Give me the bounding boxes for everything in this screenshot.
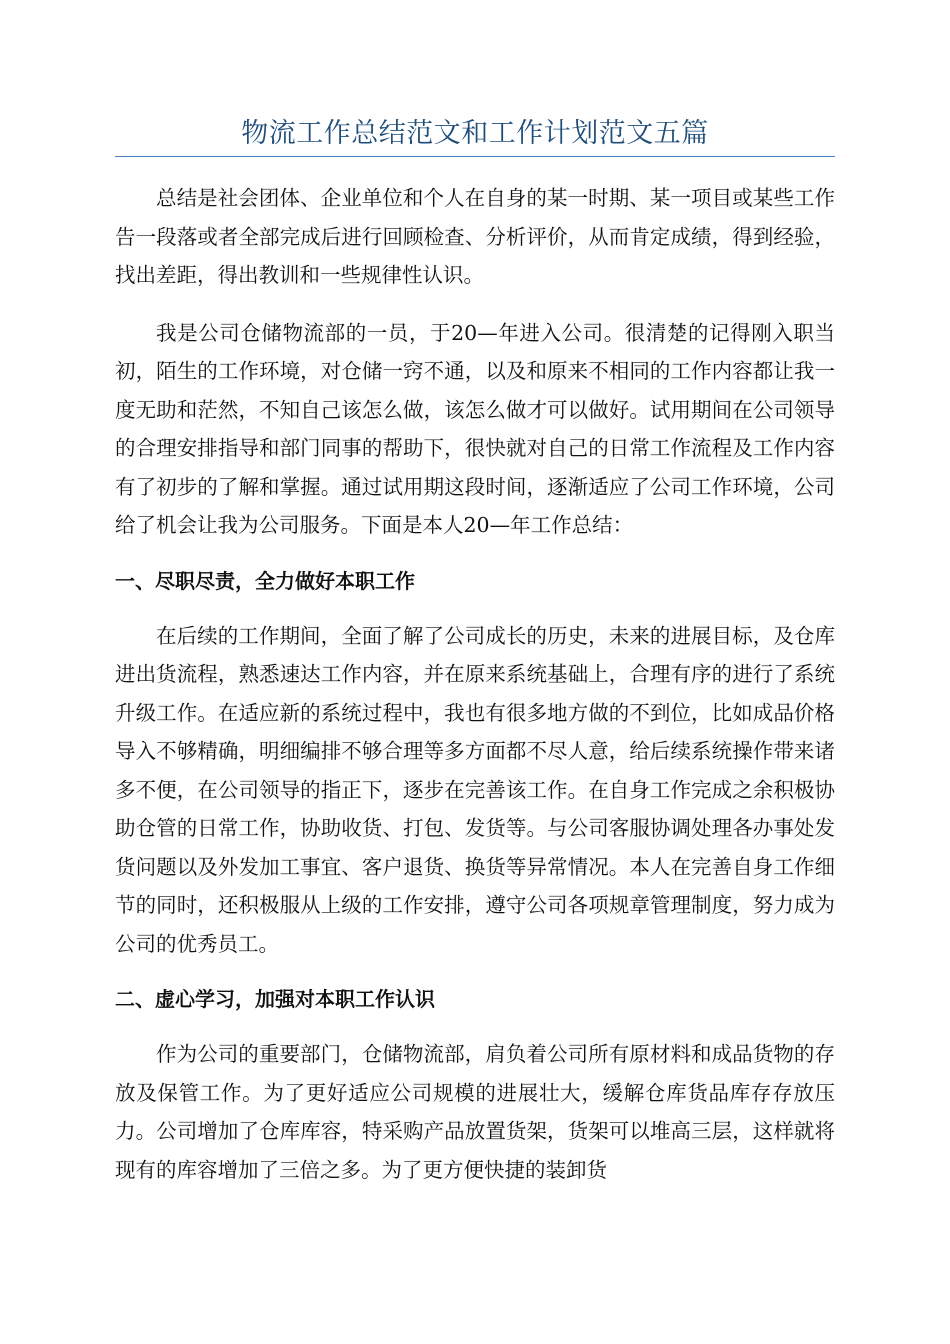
section-heading-2: 二、虚心学习，加强对本职工作认识 [115, 987, 435, 1011]
section-1-paragraph: 在后续的工作期间，全面了解了公司成长的历史，未来的进展目标，及仓库进出货流程，熟悉速达工作内容，并在原来系统基础上，合理有序的进行了系统升级工作。在适应新的系统过程中，我也有很多地方做的不到位，比如成品价格导入不够精确，明细编排不够合理等多方面都不尽人意，给后续系统操作带来诸多不便，在公司领导的指正下，逐步在完善该工作。在自身工作完成之余积极协助仓管的日常工作，协助收货、打包、发货等。与公司客服协调处理各办事处发货问题以及外发加工事宜、客户退货、换货等异常情况。本人在完善自身工作细节的同时，还积极服从上级的工作安排，遵守公司各项规章管理制度，努力成为公司的优秀员工。 [115, 623, 835, 956]
section-2-paragraph: 作为公司的重要部门，仓储物流部，肩负着公司所有原材料和成品货物的存放及保管工作。为了更好适应公司规模的进展壮大，缓解仓库货品库存存放压力。公司增加了仓库库容，特采购产品放置货架，货架可以堆高三层，这样就将现有的库容增加了三倍之多。为了更方便快捷的装卸货 [115, 1042, 835, 1182]
document-page [115, 0, 835, 1189]
title-underline [115, 156, 835, 157]
section-heading-1: 一、尽职尽责，全力做好本职工作 [115, 568, 415, 593]
intro-paragraph: 总结是社会团体、企业单位和个人在自身的某一时期、某一项目或某些工作告一段落或者全部完成后进行回顾检查、分析评价，从而肯定成绩，得到经验，找出差距，得出教训和一些规律性认识。 [115, 186, 835, 287]
document-title: 物流工作总结范文和工作计划范文五篇 [241, 118, 709, 149]
background-paragraph: 我是公司仓储物流部的一员，于20—年进入公司。很清楚的记得刚入职当初，陌生的工作环境，对仓储一窍不通，以及和原来不相同的工作内容都让我一度无助和茫然，不知自己该怎么做，该怎么做才可以做好。试用期间在公司领导的合理安排指导和部门同事的帮助下，很快就对自己的日常工作流程及工作内容有了初步的了解和掌握。通过试用期这段时间，逐渐适应了公司工作环境，公司给了机会让我为公司服务。下面是本人20—年工作总结： [115, 320, 835, 537]
